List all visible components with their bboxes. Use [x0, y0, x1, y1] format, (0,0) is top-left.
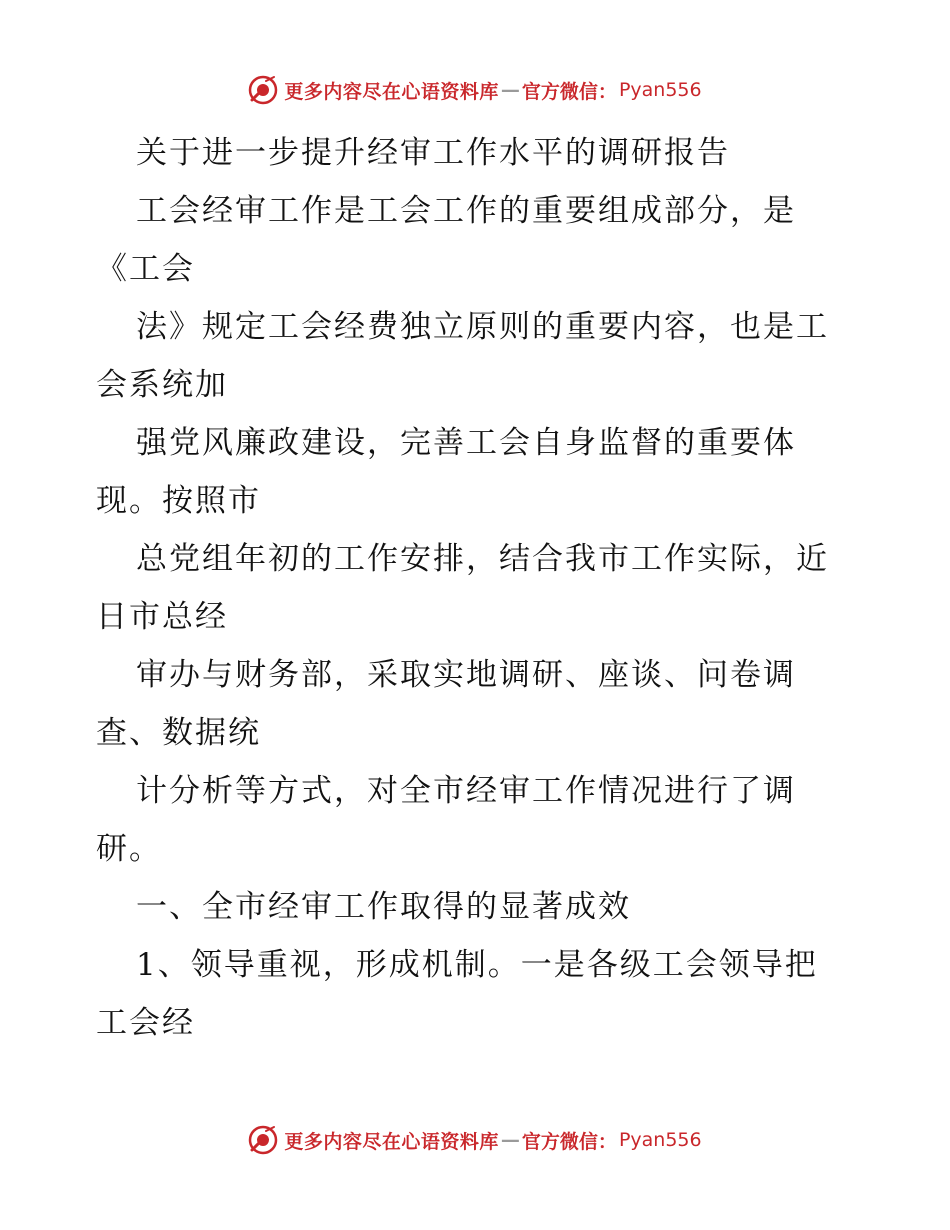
document-line: 强党风廉政建设，完善工会自身监督的重要体 [136, 425, 796, 461]
header-watermark [0, 70, 950, 110]
watermark-wechat-id: Pyan556 [618, 1129, 702, 1151]
watermark-wechat-id: Pyan556 [618, 79, 702, 101]
document-body [96, 124, 866, 1052]
document-line: 关于进一步提升经审工作水平的调研报告 [136, 135, 730, 171]
document-line: 查、数据统 [96, 715, 261, 751]
document-line: 工会经审工作是工会工作的重要组成部分，是 [136, 193, 796, 229]
watermark-separator: — [500, 1129, 520, 1151]
brand-logo-icon [248, 1125, 278, 1155]
document-line: 法》规定工会经费独立原则的重要内容，也是工 [136, 309, 829, 345]
document-line: 总党组年初的工作安排，结合我市工作实际，近 [136, 541, 829, 577]
document-line: 研。 [96, 831, 162, 867]
watermark-site-text: 更多内容尽在心语资料库 [284, 1130, 499, 1153]
document-line: 1、领导重视，形成机制。一是各级工会领导把 [136, 947, 818, 983]
watermark-wechat-label: 官方微信： [521, 80, 617, 103]
document-line: 计分析等方式，对全市经审工作情况进行了调 [136, 773, 796, 809]
document-line: 工会经 [96, 1005, 195, 1041]
document-line: 会系统加 [96, 367, 228, 403]
document-line: 《工会 [96, 251, 195, 287]
watermark-wechat-label: 官方微信： [521, 1130, 617, 1153]
watermark-site-text: 更多内容尽在心语资料库 [284, 80, 499, 103]
document-line: 审办与财务部，采取实地调研、座谈、问卷调 [136, 657, 796, 693]
document-line: 一、全市经审工作取得的显著成效 [136, 889, 631, 925]
document-line: 日市总经 [96, 599, 228, 635]
watermark-separator: — [500, 79, 520, 101]
brand-logo-icon [248, 75, 278, 105]
footer-watermark [0, 1120, 950, 1160]
document-line: 现。按照市 [96, 483, 261, 519]
